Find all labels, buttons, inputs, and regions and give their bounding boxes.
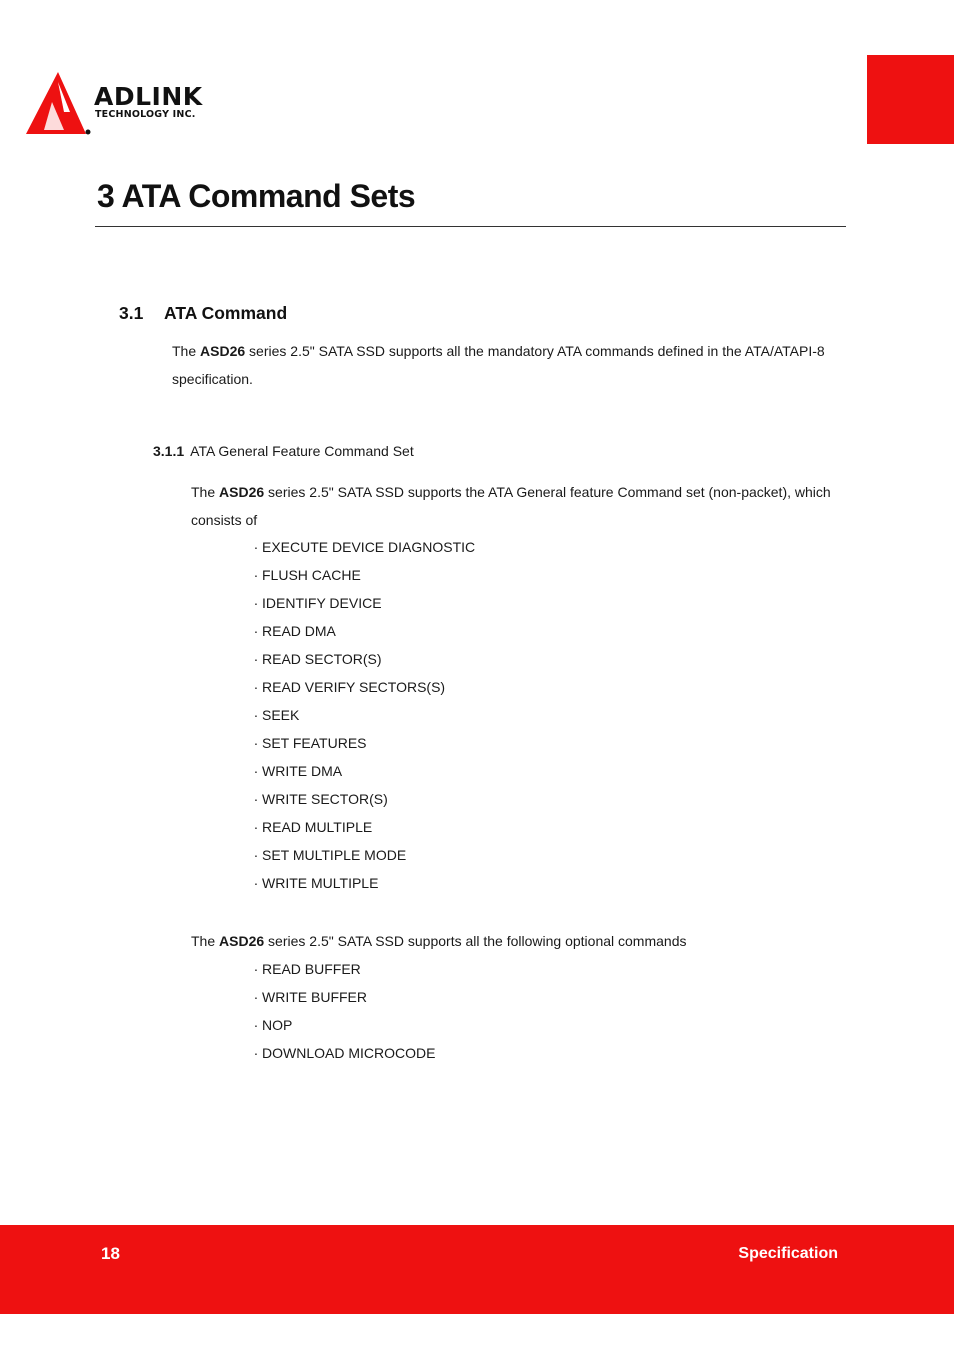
command-name: READ MULTIPLE — [262, 819, 373, 835]
list-item — [250, 1039, 435, 1067]
list-item — [250, 757, 475, 785]
list-item — [250, 869, 475, 897]
mandatory-command-list — [250, 533, 475, 897]
section-heading — [119, 303, 287, 324]
para-text: The — [191, 484, 220, 500]
bullet-icon: · — [253, 989, 259, 1005]
optional-command-list — [250, 955, 435, 1067]
section-paragraph — [172, 337, 842, 393]
bullet-icon: · — [253, 1045, 259, 1061]
command-name: WRITE SECTOR(S) — [262, 791, 388, 807]
para-text: series 2.5" SATA SSD supports all the following optional commands — [264, 933, 687, 949]
bullet-icon: · — [253, 567, 259, 583]
bullet-icon: · — [253, 651, 259, 667]
logo-name: ADLINK — [94, 82, 203, 111]
bullet-icon: · — [253, 539, 259, 555]
list-item — [250, 617, 475, 645]
product-name: ASD26 — [219, 484, 265, 500]
bullet-icon: · — [253, 875, 259, 891]
page-footer — [0, 1225, 954, 1314]
command-name: READ BUFFER — [262, 961, 361, 977]
para-text: The — [191, 933, 220, 949]
bullet-icon: · — [253, 847, 259, 863]
command-name: NOP — [262, 1017, 293, 1033]
footer-label: Specification — [738, 1245, 838, 1262]
bullet-icon: · — [253, 735, 259, 751]
bullet-icon: · — [253, 623, 259, 639]
command-name: WRITE DMA — [262, 763, 343, 779]
list-item — [250, 955, 435, 983]
command-name: EXECUTE DEVICE DIAGNOSTIC — [262, 539, 476, 555]
bullet-icon: · — [253, 819, 259, 835]
para-text: series 2.5" SATA SSD supports all the mandatory ATA commands defined in the ATA/ATAPI-8 specification. — [172, 343, 825, 387]
command-name: WRITE MULTIPLE — [262, 875, 379, 891]
para-text: series 2.5" SATA SSD supports the ATA General feature Command set (non-packet), which consists of — [191, 484, 831, 528]
subsection-title: ATA General Feature Command Set — [190, 443, 414, 459]
command-name: SEEK — [262, 707, 300, 723]
command-name: SET FEATURES — [262, 735, 367, 751]
command-name: READ VERIFY SECTORS(S) — [262, 679, 446, 695]
command-name: WRITE BUFFER — [262, 989, 367, 1005]
list-item — [250, 785, 475, 813]
subsection-number: 3.1.1 — [153, 443, 185, 459]
command-name: FLUSH CACHE — [262, 567, 361, 583]
list-item — [250, 533, 475, 561]
bullet-icon: · — [253, 1017, 259, 1033]
bullet-icon: · — [253, 679, 259, 695]
command-name: READ DMA — [262, 623, 336, 639]
section-number: 3.1 — [119, 303, 144, 323]
list-item — [250, 589, 475, 617]
list-item — [250, 983, 435, 1011]
section-title: ATA Command — [164, 303, 288, 323]
corner-tab — [867, 55, 954, 144]
list-item — [250, 1011, 435, 1039]
logo-subtitle: TECHNOLOGY INC. — [95, 109, 196, 120]
general-feature-paragraph — [191, 478, 841, 534]
chapter-title: 3 ATA Command Sets — [97, 178, 416, 214]
product-name: ASD26 — [219, 933, 265, 949]
list-item — [250, 729, 475, 757]
optional-commands-paragraph — [191, 927, 841, 955]
bullet-icon: · — [253, 595, 259, 611]
page-number: 18 — [101, 1244, 120, 1263]
subsection-heading — [153, 443, 414, 459]
bullet-icon: · — [253, 961, 259, 977]
command-name: DOWNLOAD MICROCODE — [262, 1045, 436, 1061]
product-name: ASD26 — [200, 343, 246, 359]
command-name: IDENTIFY DEVICE — [262, 595, 382, 611]
list-item — [250, 813, 475, 841]
logo-triangle-icon — [24, 72, 94, 138]
list-item — [250, 561, 475, 589]
list-item — [250, 841, 475, 869]
bullet-icon: · — [253, 763, 259, 779]
command-name: SET MULTIPLE MODE — [262, 847, 407, 863]
bullet-icon: · — [253, 707, 259, 723]
bullet-icon: · — [253, 791, 259, 807]
list-item — [250, 701, 475, 729]
command-name: READ SECTOR(S) — [262, 651, 382, 667]
list-item — [250, 673, 475, 701]
chapter-divider — [95, 226, 846, 227]
list-item — [250, 645, 475, 673]
adlink-logo — [24, 72, 234, 138]
para-text: The — [172, 343, 201, 359]
